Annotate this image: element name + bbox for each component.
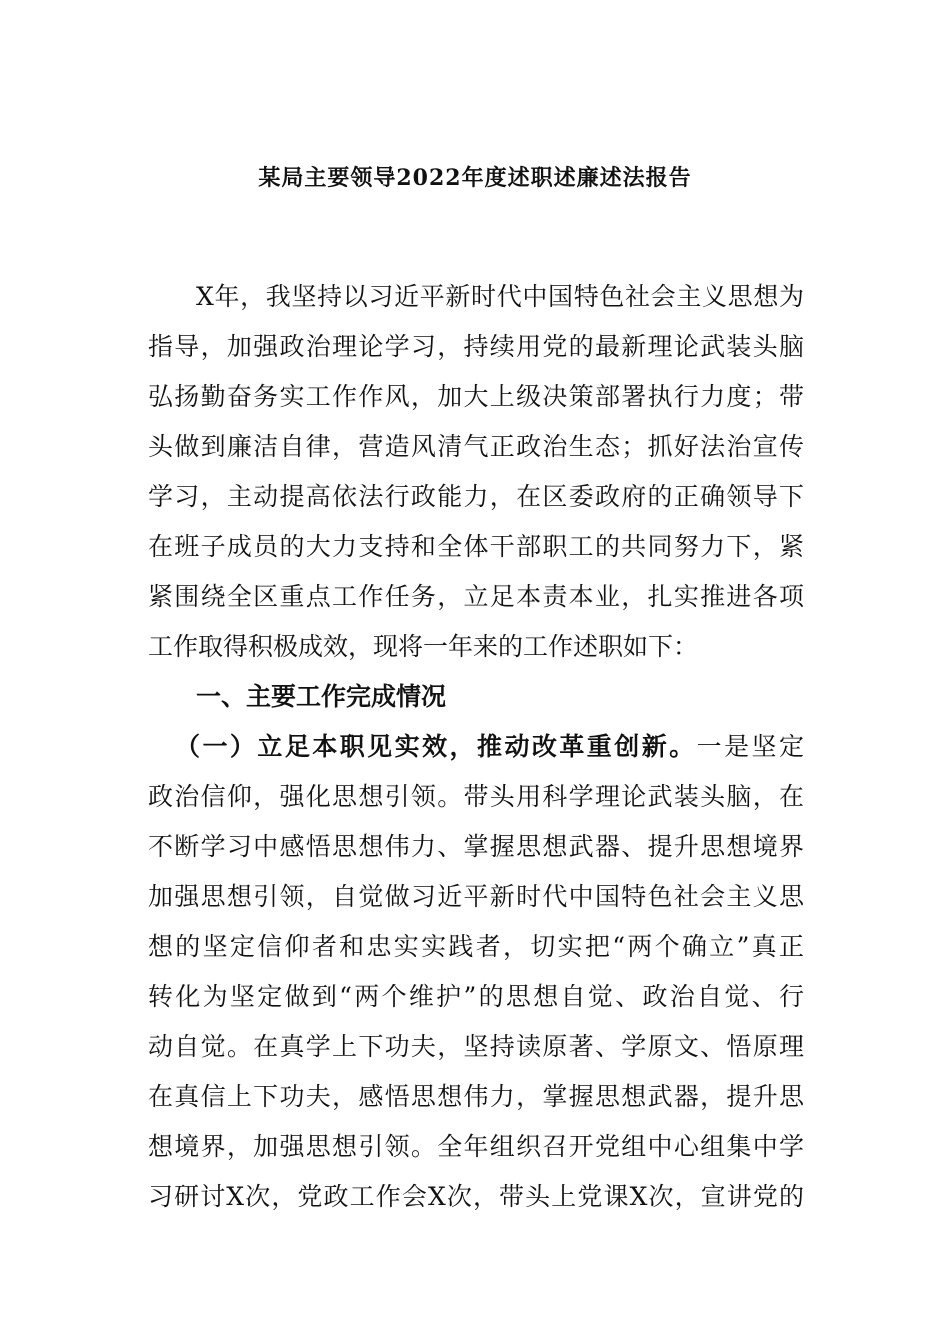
- intro-line: 工作取得积极成效，现将一年来的工作述职如下：: [148, 632, 699, 661]
- intro-line: 头做到廉洁自律，营造风清气正政治生态；抓好法治宣传: [148, 432, 804, 461]
- document-title: 某局主要领导2022年度述职述廉述法报告: [258, 165, 692, 191]
- body-line: 政治信仰，强化思想引领。带头用科学理论武装头脑，在: [148, 782, 804, 811]
- intro-line: 学习，主动提高依法行政能力，在区委政府的正确领导下: [148, 482, 804, 511]
- body-line: 想的坚定信仰者和忠实实践者，切实把“两个确立”真正: [148, 932, 804, 961]
- intro-line: 在班子成员的大力支持和全体干部职工的共同努力下，紧: [148, 532, 804, 561]
- body-line: 想境界，加强思想引领。全年组织召开党组中心组集中学: [148, 1132, 804, 1161]
- body-line: 转化为坚定做到“两个维护”的思想自觉、政治自觉、行: [148, 982, 804, 1011]
- subsection-first-line: [175, 729, 804, 765]
- intro-line: 紧围绕全区重点工作任务，立足本责本业，扎实推进各项: [148, 582, 804, 611]
- body-line: 加强思想引领，自觉做习近平新时代中国特色社会主义思: [148, 882, 804, 911]
- section-heading: 一、主要工作完成情况: [196, 682, 447, 711]
- subsection-bold-lead: （一）立足本职见实效，推动改革重创新。: [175, 732, 697, 761]
- intro-line: 指导，加强政治理论学习，持续用党的最新理论武装头脑: [148, 332, 804, 361]
- body-line: 在真信上下功夫，感悟思想伟力，掌握思想武器，提升思: [148, 1082, 804, 1111]
- intro-line: 弘扬勤奋务实工作作风，加大上级决策部署执行力度；带: [148, 382, 804, 411]
- body-line: 习研讨X次，党政工作会X次，带头上党课X次，宣讲党的: [148, 1182, 804, 1211]
- body-line: 动自觉。在真学上下功夫，坚持读原著、学原文、悟原理: [148, 1032, 804, 1061]
- subsection-lead-rest: 一是坚定: [696, 732, 804, 761]
- intro-line: X年，我坚持以习近平新时代中国特色社会主义思想为: [196, 282, 804, 311]
- body-line: 不断学习中感悟思想伟力、掌握思想武器、提升思想境界: [148, 832, 804, 861]
